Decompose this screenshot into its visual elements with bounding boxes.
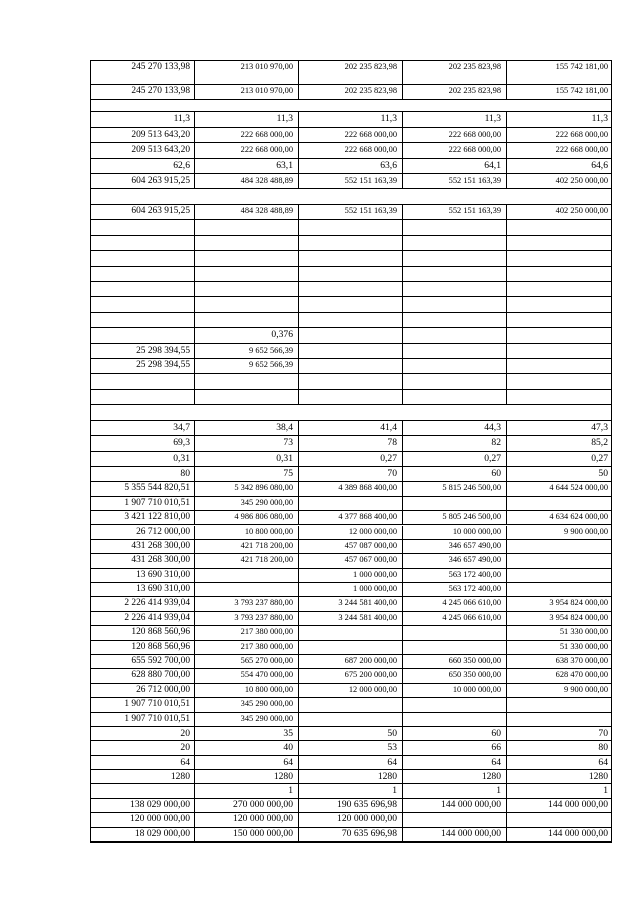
- table-cell: 222 668 000,00: [403, 143, 507, 158]
- table-cell: [299, 374, 403, 389]
- table-row: [91, 569, 611, 583]
- table-cell: 346 657 490,00: [403, 540, 507, 554]
- table-row: [91, 612, 611, 626]
- table-cell: 25 298 394,55: [91, 359, 195, 374]
- table-cell: 421 718 200,00: [195, 554, 299, 568]
- table-cell: 13 690 310,00: [91, 569, 195, 583]
- table-cell: 402 250 000,00: [555, 176, 608, 186]
- table-row: [91, 626, 611, 640]
- table-row: [91, 220, 611, 235]
- table-cell: [91, 236, 195, 251]
- table-cell: 3 244 581 400,00: [299, 597, 403, 611]
- table-cell: 64,6: [591, 159, 608, 171]
- table-cell: 457 087 000,00: [299, 540, 403, 554]
- table-cell: 1280: [195, 770, 299, 784]
- table-section-divider: [91, 189, 611, 204]
- table-cell: 222 668 000,00: [299, 128, 403, 143]
- table-cell: 245 270 133,98: [91, 85, 195, 100]
- table-cell: 604 263 915,25: [91, 205, 195, 220]
- table-row: [91, 784, 611, 798]
- table-cell: 62,6: [91, 159, 195, 174]
- table-cell: [403, 626, 507, 640]
- table-cell: [403, 390, 507, 405]
- table-cell: [91, 374, 195, 389]
- table-cell: [195, 251, 299, 266]
- table-cell: [299, 313, 403, 328]
- table-cell: 1 000 000,00: [299, 583, 403, 597]
- table-cell: 5 342 896 080,00: [195, 482, 299, 496]
- table-cell: 11,3: [91, 112, 195, 127]
- table-cell: 402 250 000,00: [555, 205, 608, 215]
- table-cell: 10 000 000,00: [403, 684, 507, 698]
- table-cell: 25 298 394,55: [91, 344, 195, 359]
- table-cell: 64: [403, 756, 507, 770]
- table-cell: [195, 583, 299, 597]
- table-cell: [91, 297, 195, 312]
- table-cell: 457 067 000,00: [299, 554, 403, 568]
- table-cell: [403, 713, 507, 727]
- table-cell: [507, 554, 611, 568]
- table-cell: 120 868 560,96: [91, 641, 195, 655]
- table-cell: [195, 282, 299, 297]
- table-cell: 217 380 000,00: [195, 626, 299, 640]
- table-cell: 1 907 710 010,51: [91, 713, 195, 727]
- table-cell: [91, 251, 195, 266]
- table-cell: 78: [299, 436, 403, 451]
- table-cell: [403, 220, 507, 235]
- table-row: [91, 328, 611, 343]
- table-cell: 552 151 163,39: [403, 174, 507, 189]
- table-cell: [195, 267, 299, 282]
- table-cell: 4 644 524 000,00: [549, 483, 608, 493]
- table-cell: 4 245 066 610,00: [403, 612, 507, 626]
- table-cell: 4 245 066 610,00: [403, 597, 507, 611]
- table-cell: [403, 282, 507, 297]
- table-cell: [507, 220, 611, 235]
- table-cell: 202 235 823,98: [299, 61, 403, 86]
- table-cell: 155 742 181,00: [555, 85, 608, 95]
- table-cell: 628 880 700,00: [91, 669, 195, 683]
- table-cell: 484 328 488,89: [195, 174, 299, 189]
- table-cell: [299, 236, 403, 251]
- table-cell: 9 900 000,00: [564, 684, 608, 694]
- table-cell: 60: [403, 727, 507, 741]
- table-cell: 1 907 710 010,51: [91, 698, 195, 712]
- table-cell: 2 226 414 939,04: [91, 597, 195, 611]
- table-cell: [403, 236, 507, 251]
- table-row: [91, 174, 611, 189]
- table-row: [91, 85, 611, 100]
- table-cell: 3 421 122 810,00: [91, 511, 195, 525]
- table-cell: [195, 313, 299, 328]
- table-cell: [299, 251, 403, 266]
- table-cell: [299, 497, 403, 511]
- table-cell: 53: [299, 741, 403, 755]
- table-row: [91, 597, 611, 611]
- table-cell: 63,1: [195, 159, 299, 174]
- table-cell: 554 470 000,00: [195, 669, 299, 683]
- table-section-divider: [91, 100, 611, 112]
- table-cell: 11,3: [591, 113, 608, 125]
- table-cell: [195, 236, 299, 251]
- table-cell: [195, 374, 299, 389]
- table-cell: 222 668 000,00: [195, 128, 299, 143]
- table-cell: 3 954 824 000,00: [549, 598, 608, 608]
- table-cell: 1: [603, 785, 608, 797]
- table-cell: [507, 282, 611, 297]
- table-cell: 155 742 181,00: [555, 62, 608, 71]
- table-cell: 484 328 488,89: [195, 205, 299, 220]
- table-cell: [507, 713, 611, 727]
- table-cell: [195, 220, 299, 235]
- table-cell: 421 718 200,00: [195, 540, 299, 554]
- table-cell: 64: [91, 756, 195, 770]
- table-cell: [403, 374, 507, 389]
- table-cell: 1280: [91, 770, 195, 784]
- table-cell: 12 000 000,00: [299, 526, 403, 540]
- table-cell: 346 657 490,00: [403, 554, 507, 568]
- table-cell: 50: [598, 467, 608, 479]
- table-row: [91, 359, 611, 374]
- table-cell: [507, 267, 611, 282]
- table-cell: [403, 359, 507, 374]
- table-row: [91, 251, 611, 266]
- table-cell: 245 270 133,98: [91, 61, 195, 86]
- table-row: [91, 741, 611, 755]
- table-cell: [403, 313, 507, 328]
- table-cell: 120 000 000,00: [195, 813, 299, 827]
- table-row: [91, 205, 611, 220]
- table-cell: [403, 251, 507, 266]
- table-cell: 552 151 163,39: [299, 174, 403, 189]
- table-cell: [299, 267, 403, 282]
- table-row: [91, 511, 611, 525]
- table-row: [91, 641, 611, 655]
- table-row: [91, 297, 611, 312]
- table-cell: 64,1: [403, 159, 507, 174]
- table-cell: [507, 813, 611, 827]
- table-cell: 13 690 310,00: [91, 583, 195, 597]
- table-cell: [91, 282, 195, 297]
- table-cell: 5 355 544 820,51: [91, 482, 195, 496]
- table-cell: 345 290 000,00: [195, 497, 299, 511]
- table-cell: 144 000 000,00: [548, 798, 608, 810]
- table-cell: [299, 359, 403, 374]
- table-cell: 687 200 000,00: [299, 655, 403, 669]
- table-cell: [403, 497, 507, 511]
- table-row: [91, 583, 611, 597]
- table-cell: 64: [598, 756, 608, 768]
- table-row: [91, 526, 611, 540]
- table-cell: [507, 344, 611, 359]
- table-cell: [195, 390, 299, 405]
- table-cell: 120 000 000,00: [91, 813, 195, 827]
- table-cell: 60: [403, 467, 507, 482]
- table-cell: 431 268 300,00: [91, 554, 195, 568]
- table-cell: [507, 583, 611, 597]
- table-cell: 675 200 000,00: [299, 669, 403, 683]
- table-cell: 4 389 868 400,00: [299, 482, 403, 496]
- table-cell: 120 868 560,96: [91, 626, 195, 640]
- table-cell: 85,2: [591, 437, 608, 449]
- table-cell: 217 380 000,00: [195, 641, 299, 655]
- table-cell: [299, 641, 403, 655]
- table-cell: [403, 641, 507, 655]
- table-row: [91, 60, 611, 85]
- table-cell: 552 151 163,39: [299, 205, 403, 220]
- table-cell: 1: [403, 784, 507, 798]
- table-row: [91, 143, 611, 158]
- table-row: [91, 236, 611, 251]
- table-cell: [299, 328, 403, 343]
- table-cell: 0,27: [403, 452, 507, 467]
- table-row: [91, 669, 611, 683]
- table-cell: 144 000 000,00: [548, 827, 608, 839]
- table-cell: 209 513 643,20: [91, 143, 195, 158]
- table-cell: 64: [299, 756, 403, 770]
- table-cell: [507, 698, 611, 712]
- table-row: [91, 698, 611, 712]
- table-cell: 209 513 643,20: [91, 128, 195, 143]
- table-cell: 138 029 000,00: [91, 799, 195, 813]
- table-cell: [507, 359, 611, 374]
- table-cell: 222 668 000,00: [555, 129, 608, 139]
- table-row: [91, 159, 611, 174]
- table-cell: 565 270 000,00: [195, 655, 299, 669]
- table-cell: 73: [195, 436, 299, 451]
- table-cell: 3 793 237 880,00: [195, 612, 299, 626]
- table-cell: 4 986 806 080,00: [195, 511, 299, 525]
- table-cell: 80: [91, 467, 195, 482]
- table-cell: 563 172 400,00: [403, 569, 507, 583]
- table-cell: 51 330 000,00: [559, 627, 608, 637]
- table-cell: [299, 626, 403, 640]
- table-cell: [195, 297, 299, 312]
- table-cell: 660 350 000,00: [403, 655, 507, 669]
- table-cell: 4 634 624 000,00: [549, 512, 608, 522]
- table-cell: 70: [598, 727, 608, 739]
- table-row: [91, 828, 611, 842]
- table-row: [91, 390, 611, 405]
- table-cell: 41,4: [299, 421, 403, 436]
- table-cell: 190 635 696,98: [299, 799, 403, 813]
- table-cell: 3 244 581 400,00: [299, 612, 403, 626]
- table-cell: 1 000 000,00: [299, 569, 403, 583]
- table-cell: [403, 267, 507, 282]
- table-cell: [507, 540, 611, 554]
- table-row: [91, 128, 611, 143]
- table-cell: 12 000 000,00: [299, 684, 403, 698]
- table-cell: [91, 390, 195, 405]
- table-cell: 144 000 000,00: [403, 828, 507, 842]
- table-row: [91, 374, 611, 389]
- table-cell: 655 592 700,00: [91, 655, 195, 669]
- table-cell: 270 000 000,00: [195, 799, 299, 813]
- table-row: [91, 799, 611, 813]
- table-cell: 213 010 970,00: [195, 61, 299, 86]
- table-row: [91, 112, 611, 127]
- table-cell: 4 377 868 400,00: [299, 511, 403, 525]
- table-cell: [91, 784, 195, 798]
- table-cell: 69,3: [91, 436, 195, 451]
- table-cell: 63,6: [299, 159, 403, 174]
- table-cell: [299, 282, 403, 297]
- table-cell: [507, 313, 611, 328]
- table-cell: [299, 297, 403, 312]
- table-cell: 9 652 566,39: [195, 359, 299, 374]
- table-cell: 0,27: [591, 452, 608, 464]
- table-cell: 552 151 163,39: [403, 205, 507, 220]
- table-cell: 431 268 300,00: [91, 540, 195, 554]
- table-cell: [507, 374, 611, 389]
- table-row: [91, 554, 611, 568]
- table-cell: 35: [195, 727, 299, 741]
- table-cell: 50: [299, 727, 403, 741]
- table-cell: 222 668 000,00: [555, 145, 608, 155]
- table-row: [91, 684, 611, 698]
- table-cell: 638 370 000,00: [555, 655, 608, 665]
- table-cell: 20: [91, 741, 195, 755]
- table-cell: 11,3: [195, 112, 299, 127]
- table-row: [91, 813, 611, 827]
- table-cell: 345 290 000,00: [195, 698, 299, 712]
- table-cell: 604 263 915,25: [91, 174, 195, 189]
- table-row: [91, 497, 611, 511]
- table-cell: 0,376: [195, 328, 299, 343]
- table-cell: 82: [403, 436, 507, 451]
- table-cell: 0,31: [91, 452, 195, 467]
- table-cell: [403, 698, 507, 712]
- table-cell: 213 010 970,00: [195, 85, 299, 100]
- table-row: [91, 756, 611, 770]
- table-cell: 222 668 000,00: [403, 128, 507, 143]
- table-cell: [195, 569, 299, 583]
- table-row: [91, 282, 611, 297]
- table-cell: 2 226 414 939,04: [91, 612, 195, 626]
- table-row: [91, 540, 611, 554]
- table-cell: 9 900 000,00: [564, 526, 608, 536]
- table-cell: 10 800 000,00: [195, 526, 299, 540]
- table-cell: 11,3: [299, 112, 403, 127]
- table-cell: 222 668 000,00: [299, 143, 403, 158]
- table-cell: 3 793 237 880,00: [195, 597, 299, 611]
- table-cell: [91, 313, 195, 328]
- table-cell: [507, 497, 611, 511]
- table-cell: 150 000 000,00: [195, 828, 299, 842]
- table-cell: 563 172 400,00: [403, 583, 507, 597]
- table-cell: 20: [91, 727, 195, 741]
- table-row: [91, 452, 611, 467]
- table-cell: 1: [195, 784, 299, 798]
- table-row: [91, 313, 611, 328]
- table-cell: [507, 390, 611, 405]
- table-cell: 18 029 000,00: [91, 828, 195, 842]
- table-cell: [299, 698, 403, 712]
- table-row: [91, 267, 611, 282]
- table-cell: 202 235 823,98: [299, 85, 403, 100]
- table-cell: 120 000 000,00: [299, 813, 403, 827]
- table-cell: 1280: [588, 771, 608, 783]
- table-cell: 1280: [299, 770, 403, 784]
- table-row: [91, 655, 611, 669]
- table-cell: [403, 813, 507, 827]
- table-row: [91, 727, 611, 741]
- table-cell: 66: [403, 741, 507, 755]
- table-cell: [91, 220, 195, 235]
- table-section-divider: [91, 405, 611, 420]
- table-cell: 70 635 696,98: [299, 828, 403, 842]
- table-row: [91, 467, 611, 482]
- table-cell: [507, 236, 611, 251]
- table-cell: 345 290 000,00: [195, 713, 299, 727]
- table-cell: [403, 297, 507, 312]
- table-cell: 202 235 823,98: [403, 85, 507, 100]
- table-cell: 51 330 000,00: [559, 641, 608, 651]
- table-cell: 64: [195, 756, 299, 770]
- table-cell: 38,4: [195, 421, 299, 436]
- table-cell: [403, 344, 507, 359]
- table-cell: [91, 328, 195, 343]
- table-cell: [507, 297, 611, 312]
- table-cell: 628 470 000,00: [555, 670, 608, 680]
- table-cell: 10 800 000,00: [195, 684, 299, 698]
- table-cell: [507, 569, 611, 583]
- table-cell: [299, 713, 403, 727]
- table-cell: [507, 328, 611, 343]
- table-cell: 650 350 000,00: [403, 669, 507, 683]
- table-cell: 26 712 000,00: [91, 526, 195, 540]
- table-cell: 3 954 824 000,00: [549, 612, 608, 622]
- table-cell: 40: [195, 741, 299, 755]
- table-cell: 26 712 000,00: [91, 684, 195, 698]
- table-cell: 1 907 710 010,51: [91, 497, 195, 511]
- table-row: [91, 421, 611, 436]
- table-cell: 5 805 246 500,00: [403, 511, 507, 525]
- table-cell: 0,31: [195, 452, 299, 467]
- table-cell: 9 652 566,39: [195, 344, 299, 359]
- table-cell: [91, 267, 195, 282]
- table-cell: 75: [195, 467, 299, 482]
- table-cell: 0,27: [299, 452, 403, 467]
- table-cell: 222 668 000,00: [195, 143, 299, 158]
- table-cell: 80: [598, 742, 608, 754]
- table-cell: [403, 328, 507, 343]
- table-cell: 1280: [403, 770, 507, 784]
- table-cell: 10 000 000,00: [403, 526, 507, 540]
- financial-table: [90, 60, 612, 843]
- table-cell: 34,7: [91, 421, 195, 436]
- table-cell: 5 815 246 500,00: [403, 482, 507, 496]
- table-row: [91, 713, 611, 727]
- table-cell: 202 235 823,98: [403, 61, 507, 86]
- table-cell: [299, 344, 403, 359]
- table-cell: [299, 220, 403, 235]
- table-cell: 70: [299, 467, 403, 482]
- table-row: [91, 344, 611, 359]
- table-cell: 44,3: [403, 421, 507, 436]
- table-cell: [507, 251, 611, 266]
- table-cell: 144 000 000,00: [403, 799, 507, 813]
- table-cell: 1: [299, 784, 403, 798]
- table-row: [91, 436, 611, 451]
- table-cell: 11,3: [403, 112, 507, 127]
- table-cell: 47,3: [591, 421, 608, 433]
- table-cell: [299, 390, 403, 405]
- table-row: [91, 770, 611, 784]
- table-row: [91, 482, 611, 496]
